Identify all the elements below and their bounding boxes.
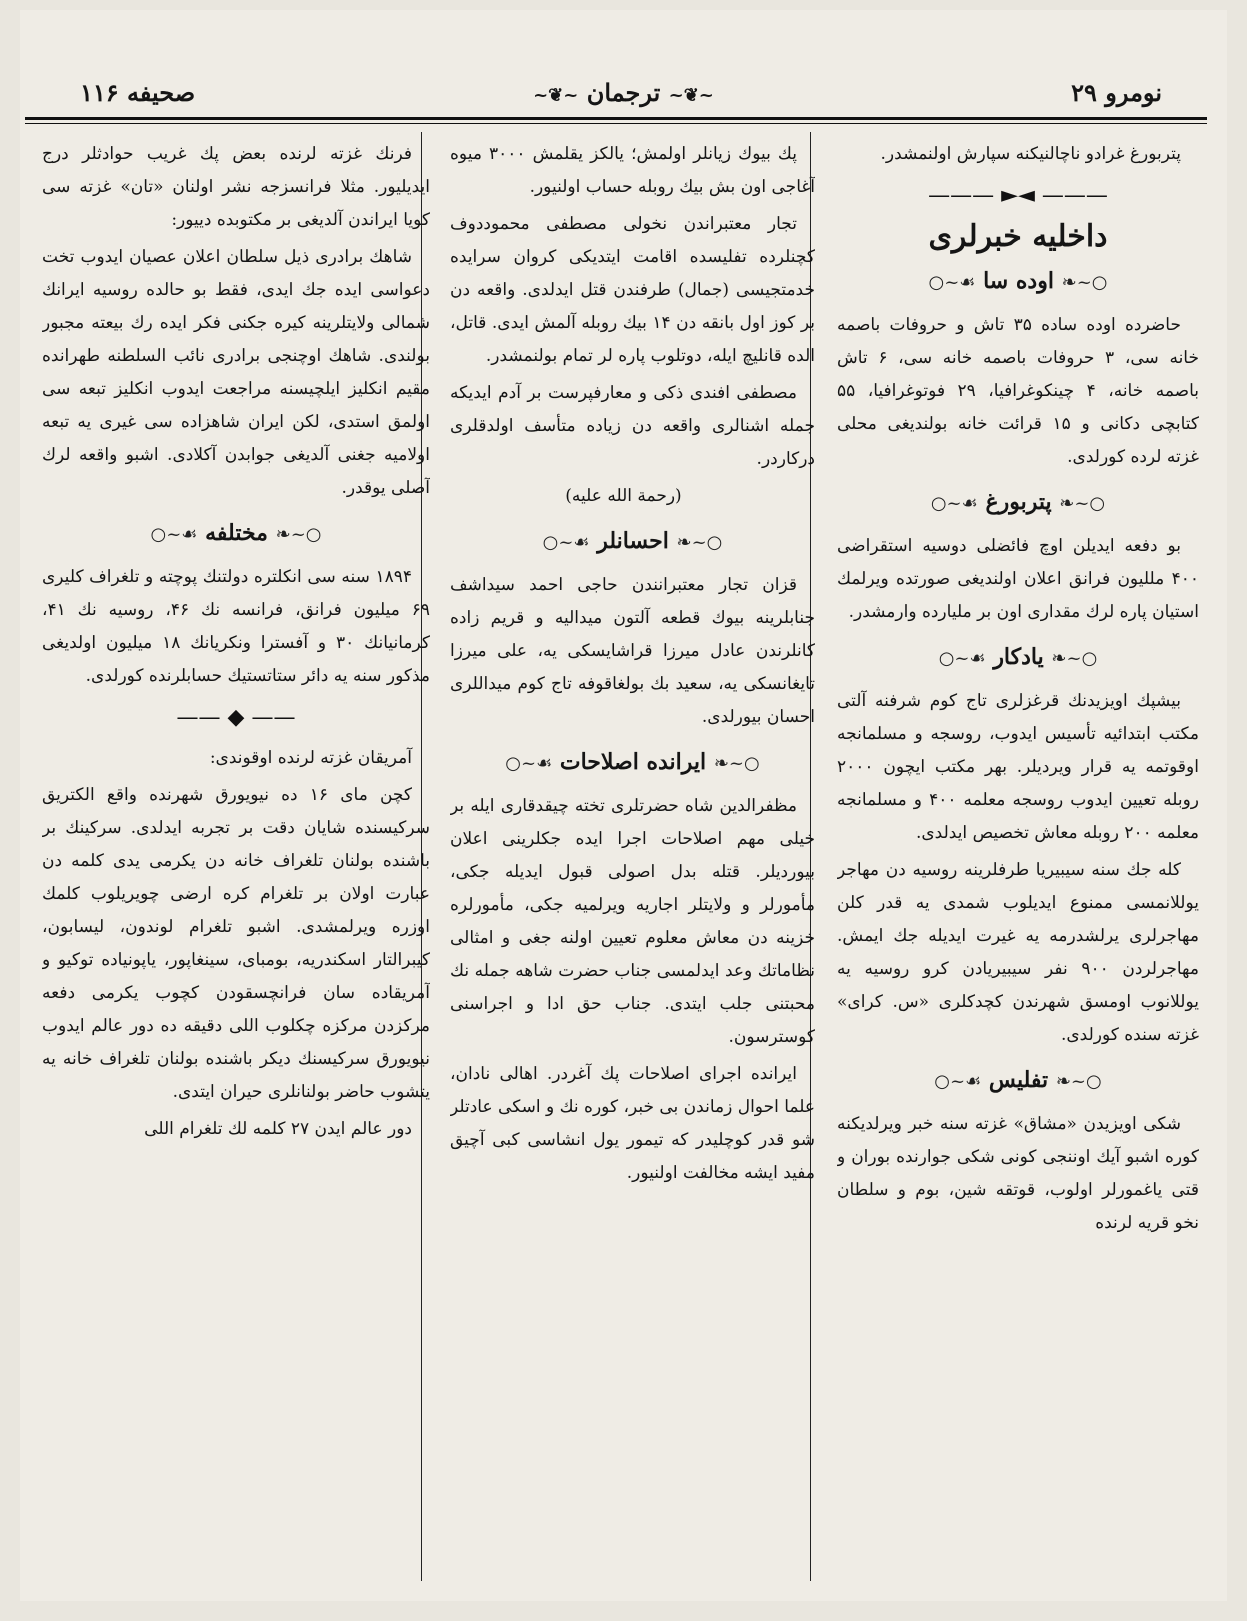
paragraph: حاضرده اوده ساده ۳۵ تاش و حروفات باصمه خانه سی، ۳ حروفات باصمه خانه سی، ۶ تاش باصمه خانه، ۴ چینکوغرافیا، ۲۹ فوتوغرافیا، ۵۵ کتابچی دکانی و ۱۵ قرائت خانه بولندیغی محلی غزته لرده کورلدی. (837, 315, 1199, 467)
paragraph: پتربورغ غرادو ناچالنیکنه سپارش اولنمشدر. (880, 144, 1181, 164)
paragraph: مظفرالدین شاه حضرتلری تخته چیقدقاری ایله بر خیلی مهم اصلاحات اجرا ایده جکلرینی اعلان بیوردیلر. قتله بدل اصولی قبول ایدیله جکی، مأمورلر و ولایتلر اجاریه ویرلمیه جکی، مأمورلره خزینه دن معاش معلوم تعیین اولنه جغی و امثالی نظاماتك وعد ایدلمسی جناب حضرت شاهه جمله نك محبتنی جلب ایتدی. جناب حق ادا و اجراسنی کوسترسون. (450, 796, 815, 1047)
section-heading: ○~❧ یادکار ☙~○ (938, 644, 1098, 670)
ornament-icon: ~❦~ (668, 85, 714, 106)
ornament-icon: ☙~○ (930, 493, 978, 514)
ornament-icon: ○~❧ (1055, 1071, 1102, 1092)
paragraph: فرنك غزته لرنده بعض پك غریب حوادثلر درج ایدیلیور. مثلا فرانسزجه نشر اولنان «تان» غزته سی کویا ایراندن آلدیغی بر مکتوبده دییور: (42, 144, 430, 230)
paragraph: (رحمة الله علیه) (565, 486, 682, 506)
paragraph: مصطفی افندی ذکی و معارفپرست بر آدم ایدیکه جمله اشنالری واقعه دن زیاده متأسف اولدقلری درکاردر. (450, 383, 815, 469)
paragraph: قزان تجار معتبرانندن حاجی احمد سیداشف جنابلرینه بیوك قطعه آلتون میدالیه و قریم زاده کانلرندن عادل میرزا قراشایسکی یه، علی میرزا تایغانسکی یه، سعید بك بولغاقوفه تاج کوم میداللری احسان بیورلدی. (450, 575, 815, 727)
paragraph: ۱۸۹۴ سنه سی انکلتره دولتنك پوچته و تلغراف کلیری ۶۹ میلیون فرانق، فرانسه نك ۴۶، روسیه نك ۴۱، کرمانیانك ۳۰ و آفسترا ونکریانك ۱۸ میلیون اولدیغی مذکور سنه یه دائر ستاتستیك حسابلرنده کورلدی. (42, 567, 430, 686)
paragraph: کله جك سنه سیبیریا طرفلرینه روسیه دن مهاجر یوللانمسی ممنوع ایدیلوب شمدی یه قدر کلن مهاجرلری یرلشدرمه یه غیرت ایدیله جك ایمش. مهاجرلردن ۹۰۰ نفر سیبیریادن کرو روسیه یه یوللانوب اومسق شهرندن کچدکلری «س. کرای» غزته سنده کورلدی. (837, 860, 1199, 1045)
column-right (837, 138, 1199, 1581)
section-heading: ○~❧ تفلیس ☙~○ (934, 1067, 1102, 1093)
paragraph: کچن مای ۱۶ ده نیویورق شهرنده واقع الکتریق سرکیسنده شایان دقت بر تجربه ایدلدی. سرکینك بر باشنده بولنان تلغراف خانه دن یکرمی یدی کلمه دن عبارت اولان بر تلغرام کره ارضی چویریلوب کلمك اوزره ویرلمشدی. اشبو تلغرام لوندون، لیسابون، کیبرالتار اسکندریه، بومبای، سینغاپور، یاپونیاده توکیو و آمریقاده سان فرانچسقودن کچوب یکرمی دفعه مرکزدن مرکزه چکلوب اللی دقیقه ده دور عالم ایدوب نیویورق سرکیسنك دیکر باشنده بولنان تلغراف خانه یه یتشوب حاضر بولنانلری حیران ایتدی. (42, 785, 430, 1102)
ornament-icon: ○~❧ (676, 532, 723, 553)
column-left (42, 138, 430, 1581)
ornament-icon: ○~❧ (275, 524, 322, 545)
ornament-icon: ☙~○ (542, 532, 590, 553)
paragraph: بو دفعه ایدیلن اوچ فائضلی دوسیه استقراضی ۴۰۰ مللیون فرانق اعلان اولندیغی صورتده ویرلمك استیان پاره لرك مقداری اون بر ملیارده وارمشدر. (837, 536, 1199, 622)
paragraph: دور عالم ایدن ۲۷ کلمه لك تلغرام اللی (144, 1119, 412, 1139)
section-heading: ○~❧ اوده سا ☙~○ (928, 268, 1108, 294)
ornament-icon: ~❦~ (533, 85, 579, 106)
paragraph: پك بیوك زیانلر اولمش؛ یالکز یقلمش ۳۰۰۰ میوه آغاجی اون بش بیك روبله حساب اولنیور. (450, 144, 815, 197)
paragraph: ایرانده اجرای اصلاحات پك آغردر. اهالی نادان، علما احوال زماندن بی خبر، کوره نك و اسکی عادتلر شو قدر کوچلیدر که تیمور یول انشاسی کبی آچیق مفید ایشه مخالفت اولنیور. (450, 1064, 815, 1183)
masthead (20, 78, 1227, 107)
paragraph: بیشپك اویزیدنك قرغزلری تاج کوم شرفنه آلتی مکتب ابتدائیه تأسیس ایدوب، روسجه و مسلمانجه اوقوتمه یه قرار ویردیلر. بهر مکتب ایچون ۲۰۰۰ روبله تعیین ایدوب روسجه معلمه ۴۰۰ و مسلمانجه معلمه ۲۰۰ روبله معاش تخصیص ایدلدی. (837, 691, 1199, 843)
ornament-icon: ○~❧ (713, 753, 760, 774)
paragraph: آمریقان غزته لرنده اوقوندی: (209, 748, 412, 768)
section-heading: ○~❧ پتربورغ ☙~○ (930, 489, 1106, 515)
paragraph: تجار معتبراندن نخولی مصطفی محموددوف کچنلرده تفلیسده اقامت ایتدیکی کروان سرایده خدمتجیسی (جمال) طرفندن قتل ایدلدی. واقعه دن بر کوز اول بانقه دن ۱۴ بیك روبله آلمش ایدی. قاتل، الده قانلیچ ایله، دوتلوب پاره لر تمام بولنمشدر. (450, 214, 815, 366)
issue-number: نومرو ۲۹ (1071, 78, 1162, 107)
ornament-icon: ○~❧ (1061, 272, 1108, 293)
divider-icon: ——— ◄► ——— (928, 183, 1108, 208)
page-header (20, 70, 1227, 120)
ornament-icon: ☙~○ (505, 753, 553, 774)
newspaper-title: ترجمان (586, 78, 661, 107)
ornament-icon: ☙~○ (938, 648, 986, 669)
ornament-icon: ☙~○ (928, 272, 976, 293)
divider-icon: —— ◆ —— (176, 705, 296, 730)
section-title: داخلیه خبرلری (928, 219, 1108, 254)
ornament-icon: ☙~○ (934, 1071, 982, 1092)
ornament-icon: ☙~○ (150, 524, 198, 545)
column-middle (450, 138, 815, 1581)
section-heading: ○~❧ ایرانده اصلاحات ☙~○ (505, 749, 760, 775)
newspaper-page (20, 10, 1227, 1601)
header-rule (25, 117, 1207, 120)
ornament-icon: ○~❧ (1059, 493, 1106, 514)
section-heading: ○~❧ احسانلر ☙~○ (542, 528, 723, 554)
page-number: صحیفه ۱۱۶ (80, 78, 196, 107)
paragraph: شاهك برادری ذیل سلطان اعلان عصیان ایدوب تخت دعواسی ایده جك ایدی، فقط بو حالده روسیه ایرانك شمالی ولایتلرینه کیره جکنی فکر ایده رك بیعته مجبور بولندی. شاهك اوچنجی برادری نائب السلطنه طهرانده مقیم انکلیز ایلچیسنه مراجعت ایدوب انکلیز تبعه سی اولمق استدی، لکن ایران شاهزاده سی غیری یه تبعه اولامیه جغنی آلدیغی جوابدن آکلادی. اشبو واقعه لرك آصلی یوقدر. (42, 247, 430, 498)
paragraph: شکی اویزیدن «مشاق» غزته سنه خبر ویرلدیکنه کوره اشبو آیك اوننجی کونی شکی جوارنده بوران و قتی یاغمورلر اولوب، قوتقه شین، بوم و سلطان نخو قریه لرنده (837, 1114, 1199, 1233)
section-heading: ○~❧ مختلفه ☙~○ (150, 520, 322, 546)
ornament-icon: ○~❧ (1051, 648, 1098, 669)
header-rule-thin (25, 123, 1207, 124)
